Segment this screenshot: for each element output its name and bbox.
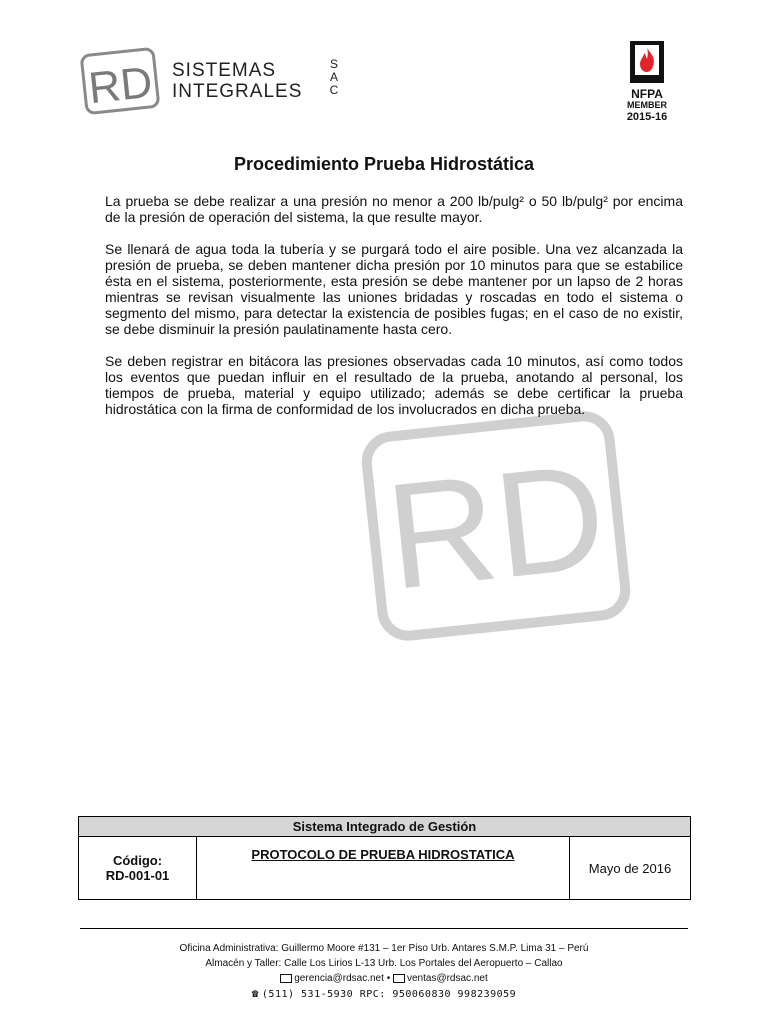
- code-label: Código:: [112, 853, 163, 868]
- telephone-icon: ☎: [251, 987, 259, 1000]
- document-body: [105, 193, 683, 433]
- sac-letter: S: [329, 57, 338, 71]
- footer-office: Oficina Administrativa: Guillermo Moore #131 – 1er Piso Urb. Antares S.M.P. Lima 31 – Perú: [179, 943, 589, 954]
- nfpa-label: NFPA: [631, 87, 663, 101]
- document-code-cell: [79, 837, 197, 900]
- nfpa-member: MEMBER: [627, 100, 667, 110]
- code-value: RD-001-01: [105, 868, 170, 883]
- rd-logo-mark: [80, 44, 160, 118]
- company-sac: [328, 58, 340, 97]
- phone-numbers: (511) 531-5930 RPC: 950060830 998239059: [261, 989, 517, 1000]
- company-line2: INTEGRALES: [172, 81, 303, 102]
- footer-phones: [0, 986, 768, 1002]
- footer-emails: [0, 971, 768, 986]
- table-header: Sistema Integrado de Gestión: [79, 817, 691, 837]
- footer-divider: [80, 928, 688, 929]
- watermark-letters: RD: [379, 431, 613, 621]
- logo-letters: RD: [86, 57, 155, 114]
- management-system-table: [78, 816, 691, 900]
- nfpa-year: 2015-16: [626, 111, 668, 123]
- protocol-title: PROTOCOLO DE PRUEBA HIDROSTATICA: [197, 837, 570, 900]
- sac-letter: A: [329, 70, 338, 84]
- envelope-icon: [393, 974, 405, 983]
- email-gerencia[interactable]: gerencia@rdsac.net: [294, 973, 384, 984]
- paragraph: Se llenará de agua toda la tubería y se purgará todo el aire posible. Una vez alcanzada la presión de prueba, se deben mantener dicha presión por 10 minutos para que se estabilice ésta en el sistema, posteriormente, esta presión se debe mantener por un lapso de 2 horas mientras se revisan visualmente las uniones bridadas y roscadas en todo el sistema o segmento del mismo, para detectar la existencia de posibles fugas; en el caso de no existir, se debe disminuir la presión paulatinamente hasta cero.: [105, 241, 683, 337]
- email-ventas[interactable]: ventas@rdsac.net: [406, 973, 488, 984]
- document-date: Mayo de 2016: [570, 837, 691, 900]
- nfpa-member-badge: [616, 40, 678, 123]
- nfpa-flame-icon: [629, 40, 665, 84]
- rd-watermark-icon: [356, 398, 636, 654]
- page-title: Procedimiento Prueba Hidrostática: [233, 154, 535, 174]
- email-separator: •: [386, 973, 391, 984]
- footer-warehouse: Almacén y Taller: Calle Los Lirios L-13 Urb. Los Portales del Aeropuerto – Callao: [205, 958, 563, 969]
- paragraph: La prueba se debe realizar a una presión no menor a 200 lb/pulg² o 50 lb/pulg² por encima de la presión de operación del sistema, la que resulte mayor.: [105, 193, 683, 225]
- footer: [0, 941, 768, 1002]
- sac-letter: C: [329, 83, 339, 97]
- paragraph: Se deben registrar en bitácora las presiones observadas cada 10 minutos, así como todos los eventos que puedan influir en el resultado de la prueba, anotando al personal, los tiempos de prueba, material y equipo utilizado; además se debe certificar la prueba hidrostática con la firma de conformidad de los involucrados en dicha prueba.: [105, 353, 683, 417]
- company-line1: SISTEMAS: [172, 60, 277, 81]
- company-name: [172, 60, 302, 102]
- envelope-icon: [280, 974, 292, 983]
